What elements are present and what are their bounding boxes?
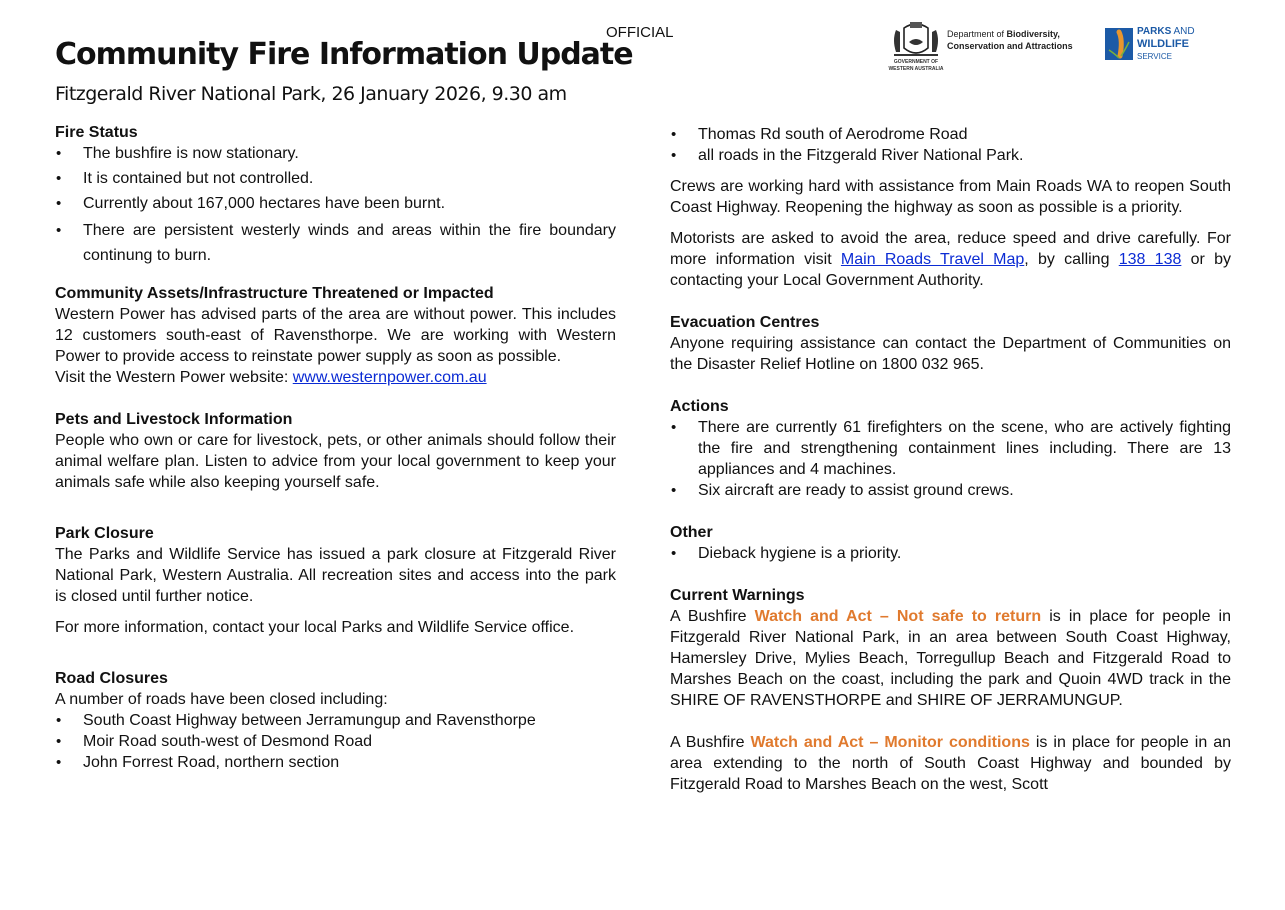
park-closure-contact: For more information, contact your local Parks and Wildlife Service office. [55, 619, 575, 636]
warning-prefix: A Bushfire [670, 734, 751, 751]
actions-list [670, 417, 1231, 501]
list-item: • Moir Road south-west of Desmond Road [55, 731, 616, 752]
right-column [670, 124, 1231, 795]
page-subtitle: Fitzgerald River National Park, 26 January 2026, 9.30 am [55, 83, 567, 105]
warning-monitor [670, 732, 1231, 795]
community-assets-section [55, 283, 616, 388]
other-list [670, 543, 1231, 564]
dept-line2-wrap [947, 40, 1073, 52]
other-section [670, 522, 1231, 564]
road-closures-list-continued [670, 124, 1231, 166]
page-title: Community Fire Information Update [55, 37, 633, 72]
list-item: • It is contained but not controlled. [55, 168, 616, 189]
banksia-icon [1105, 28, 1133, 60]
list-item: • John Forrest Road, northern section [55, 752, 616, 773]
pws-and: AND [1171, 26, 1195, 37]
western-power-link[interactable]: www.westernpower.com.au [292, 369, 487, 386]
crest-icon [885, 18, 947, 58]
motorists-suffix: or by contacting your Local Government Authority. [670, 251, 1231, 289]
warning-body: is in place for people in an area extending to the north of South Coast Highway and bounded by Fitzgerald Road to Marshes Beach on the west, Scott [670, 734, 1232, 793]
pws-line1 [1137, 26, 1195, 38]
section-heading: Other [670, 524, 713, 541]
warning-prefix: A Bushfire [670, 608, 755, 625]
dept-prefix: Department of [947, 29, 1007, 39]
classification-label: OFFICIAL [606, 24, 674, 41]
list-item: • South Coast Highway between Jerramungup and Ravensthorpe [55, 710, 616, 731]
list-item: • all roads in the Fitzgerald River National Park. [670, 145, 1231, 166]
list-item: • Six aircraft are ready to assist ground crews. [670, 480, 1231, 501]
fire-status-section [55, 122, 616, 268]
list-item: • There are persistent westerly winds and areas within the fire boundary continung to burn. [55, 218, 616, 268]
warnings-section [670, 585, 1231, 795]
list-item: • Dieback hygiene is a priority. [670, 543, 1231, 564]
section-heading: Fire Status [55, 124, 138, 141]
crews-paragraph: Crews are working hard with assistance from Main Roads WA to reopen South Coast Highway. Reopening the highway as soon as possible is a priority. [670, 178, 1231, 216]
section-heading: Pets and Livestock Information [55, 411, 293, 428]
section-heading: Actions [670, 398, 729, 415]
road-closures-section [55, 668, 616, 773]
evacuation-section [670, 312, 1231, 375]
list-item: • Thomas Rd south of Aerodrome Road [670, 124, 1231, 145]
pws-service: SERVICE [1137, 52, 1172, 61]
visit-prefix: Visit the Western Power website: [55, 369, 293, 386]
department-logo-text [947, 28, 1073, 52]
dept-bold: Biodiversity, [1006, 29, 1060, 39]
park-closure-section [55, 523, 616, 638]
warning-level-monitor: Watch and Act – Monitor conditions [750, 734, 1030, 751]
pets-section [55, 409, 616, 493]
section-heading: Current Warnings [670, 587, 805, 604]
evacuation-body: Anyone requiring assistance can contact the Department of Communities on the Disaster Relief Hotline on 1800 032 965. [670, 335, 1231, 373]
park-closure-body: The Parks and Wildlife Service has issued a park closure at Fitzgerald River National Park, Western Australia. All recreation sites and access into the park is closed until further notice. [55, 546, 616, 605]
list-item: • The bushfire is now stationary. [55, 143, 616, 164]
list-item: • There are currently 61 firefighters on the scene, who are actively fighting the fire and strengthening containment lines including. There are 13 appliances and 4 machines. [670, 417, 1231, 480]
road-closures-intro: A number of roads have been closed including: [55, 691, 388, 708]
community-assets-body: Western Power has advised parts of the area are without power. This includes 12 customers south-east of Ravensthorpe. We are working with Western Power to provide access to reinstate power supply as soon as possible. [55, 306, 616, 365]
actions-section [670, 396, 1231, 501]
warning-not-safe [670, 606, 1231, 711]
road-closures-list [55, 710, 616, 773]
dept-line2: Conservation and Attractions [947, 41, 1073, 51]
section-heading: Evacuation Centres [670, 314, 820, 331]
crest-caption-line1: GOVERNMENT OF [893, 59, 939, 65]
phone-link[interactable]: 138 138 [1118, 251, 1182, 268]
motorists-prefix: Motorists are asked to avoid the area, reduce speed and drive carefully. For more information visit [670, 230, 1231, 268]
warning-level-not-safe: Watch and Act – Not safe to return [754, 608, 1042, 625]
visit-line [55, 367, 616, 388]
pets-body: People who own or care for livestock, pets, or other animals should follow their animal welfare plan. Listen to advice from your local government to keep your animals safe while also keeping yourself safe. [55, 432, 616, 491]
section-heading: Road Closures [55, 670, 168, 687]
pws-parks: PARKS [1137, 26, 1172, 37]
crest-caption [885, 59, 947, 73]
left-column [55, 122, 616, 773]
motorists-paragraph [670, 228, 1231, 291]
crest-caption-line2: WESTERN AUSTRALIA [888, 66, 944, 72]
fire-status-list [55, 143, 616, 268]
pws-text [1137, 26, 1195, 62]
warning-body: is in place for people in Fitzgerald River National Park, in an area between South Coast Highway, Hamersley Drive, Mylies Beach, Torregullup Beach and Fitzgerald Road to Marshes Beach on the coast, including the park and Quoin 4WD track in the SHIRE OF RAVENSTHORPE and SHIRE OF JERRAMUNGUP. [670, 608, 1232, 709]
dept-line1 [947, 28, 1073, 40]
parks-wildlife-logo [1105, 26, 1205, 66]
motorists-middle: , by calling [1024, 251, 1119, 268]
section-heading: Community Assets/Infrastructure Threatened or Impacted [55, 285, 494, 302]
government-crest-logo [885, 18, 947, 73]
list-item: • Currently about 167,000 hectares have been burnt. [55, 193, 616, 214]
travel-map-link[interactable]: Main Roads Travel Map [840, 251, 1025, 268]
pws-wildlife: WILDLIFE [1137, 38, 1189, 50]
section-heading: Park Closure [55, 525, 154, 542]
